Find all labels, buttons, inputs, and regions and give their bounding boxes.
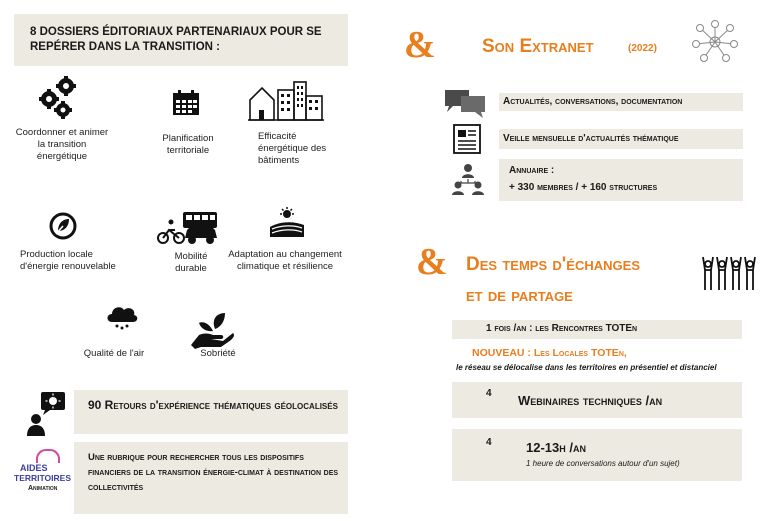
extranet-title: Son Extranet — [482, 36, 594, 57]
newspaper-icon — [453, 124, 481, 154]
dossier-label-production: Production locale d'énergie renouvelable — [20, 249, 116, 272]
annuaire-people-icon — [451, 162, 485, 196]
dossier-label-efficacite: Efficacité énergétique des bâtiments — [258, 131, 327, 166]
leaf-energy-icon — [49, 212, 77, 240]
dossier-label-mobilite: Mobilité durable — [174, 251, 208, 274]
person-idea-icon — [27, 392, 67, 436]
webinaires-num: 4 — [486, 388, 492, 399]
rencontres-bar — [452, 320, 742, 339]
dossier-label-adaptation: Adaptation au changement climatique et résilience — [228, 249, 342, 272]
chat-bubbles-icon — [445, 88, 485, 118]
buildings-icon — [248, 80, 324, 122]
conv-sub: 1 heure de conversations autour d'un sujet) — [526, 459, 680, 468]
dossiers-title-box — [14, 14, 348, 66]
hand-plant-icon — [191, 311, 235, 349]
aides-box — [74, 442, 348, 514]
webinaires-bar — [452, 382, 742, 418]
conversations-bar — [452, 429, 742, 481]
dossiers-title: 8 DOSSIERS ÉDITORIAUX PARTENARIAUX POUR SE REPÉRER DANS LA TRANSITION : — [30, 26, 322, 53]
dossier-label-qualite: Qualité de l'air — [83, 348, 145, 359]
echanges-title-line2: et de partage — [466, 285, 573, 306]
logo-territoires: TERRITOIRES — [14, 473, 71, 483]
extranet-item-2-text: Veille mensuelle d'actualités thématique — [503, 133, 679, 144]
bike-bus-car-icon — [157, 210, 221, 246]
nouveau-title: NOUVEAU : Les Locales TOTEn, — [472, 347, 627, 359]
ampersand-echanges: & — [416, 241, 448, 283]
webinaires-text: Webinaires techniques /an — [518, 393, 663, 408]
annuaire-title: Annuaire : — [509, 165, 555, 176]
conv-num: 4 — [486, 437, 492, 448]
gears-icon — [38, 76, 78, 120]
sun-field-icon — [268, 207, 306, 241]
nouveau-sub: le réseau se délocalise dans les territoires en présentiel et distanciel — [456, 363, 717, 372]
aides-territoires-logo[interactable] — [14, 449, 78, 501]
group-people-icon — [700, 252, 758, 292]
calendar-icon — [172, 90, 200, 116]
dossier-label-sobriete: Sobriété — [200, 348, 236, 359]
logo-arc — [36, 449, 60, 463]
logo-aides: AIDES — [20, 463, 48, 473]
dossier-label-coordonner: Coordonner et animer la transition énergétique — [15, 127, 109, 162]
extranet-item-1 — [499, 93, 743, 111]
network-icon — [690, 20, 740, 64]
extranet-year: (2022) — [628, 43, 657, 54]
extranet-item-2 — [499, 129, 743, 149]
nouveau-box — [452, 345, 742, 375]
retours-text: 90 Retours d'expérience thématiques géolocalisés — [88, 398, 338, 412]
echanges-title-line1: Des temps d'échanges — [466, 254, 640, 275]
dossier-label-planification: Planification territoriale — [162, 133, 214, 156]
retours-box — [74, 390, 348, 434]
cloud-icon — [105, 302, 139, 330]
extranet-item-1-text: Actualités, conversations, documentation — [503, 96, 683, 107]
annuaire-box — [499, 159, 743, 201]
rencontres-text: 1 fois /an : les Rencontres TOTEn — [486, 323, 638, 334]
annuaire-value: + 330 membres / + 160 structures — [509, 182, 658, 193]
conv-text: 12-13h /an — [526, 440, 586, 455]
logo-animation: Animation — [28, 485, 58, 492]
aides-text: Une rubrique pour rechercher tous les dispositifs financiers de la transition énergie-climat à destination des collectivités — [88, 452, 339, 493]
ampersand-extranet: & — [404, 24, 436, 66]
